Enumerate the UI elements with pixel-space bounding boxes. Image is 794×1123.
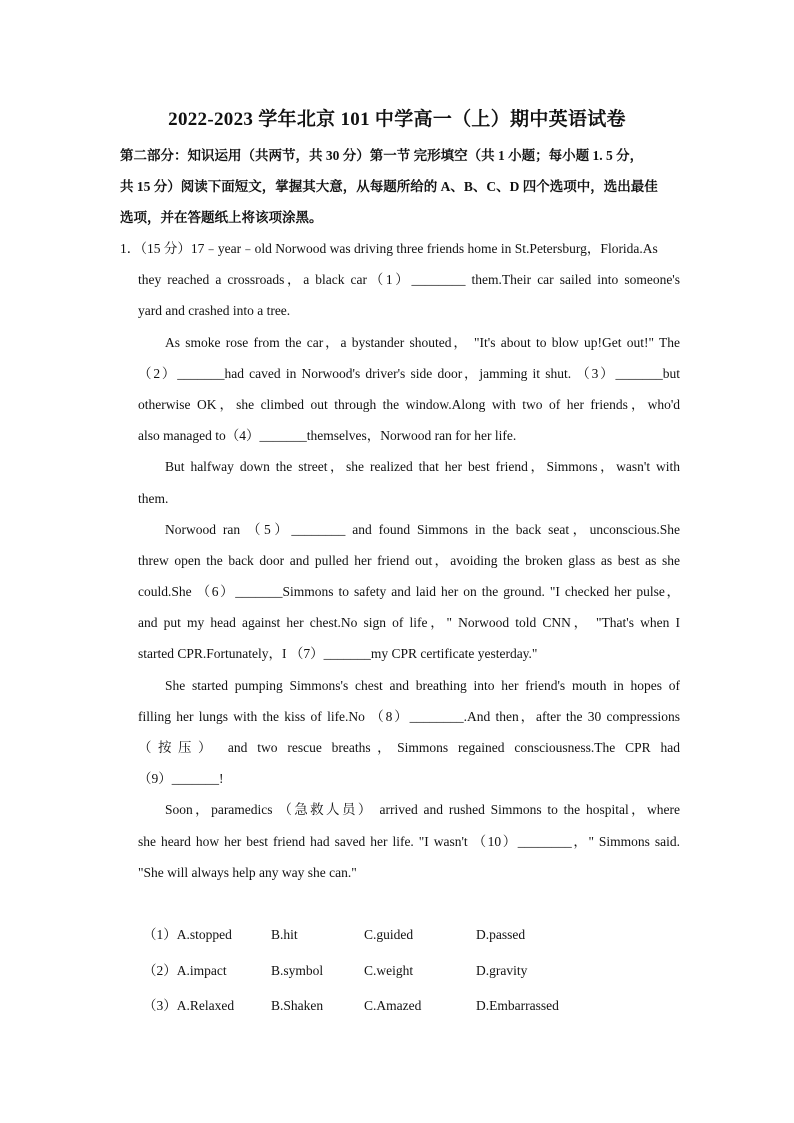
passage-line: Norwood ran （5）________ and found Simmons in the back seat，unconscious.She: [165, 521, 680, 537]
instruction-line: 选项，并在答题纸上将该项涂黑。: [120, 210, 323, 225]
option-d: D.gravity: [476, 962, 528, 978]
option-a: （3）A.Relaxed: [143, 998, 235, 1013]
option-c: C.guided: [364, 927, 414, 942]
passage-line: "She will always help any way she can.": [138, 864, 357, 880]
section-instructions: [120, 140, 680, 233]
passage-line: them.: [138, 490, 169, 506]
option-b: B.Shaken: [271, 998, 324, 1013]
option-row: [143, 920, 623, 956]
passage-line: started CPR.Fortunately，I （7）_______my CPR certificate yesterday.": [138, 646, 538, 662]
instruction-line: 共 15 分）阅读下面短文，掌握其大意，从每题所给的 A、B、C、D 四个选项中，选出最佳: [120, 179, 658, 194]
passage-line: and put my head against her chest.No sign of life，" Norwood told CNN， "That's when I: [138, 615, 680, 631]
option-row: [143, 991, 623, 1027]
page-title: 2022-2023 学年北京 101 中学高一（上）期中英语试卷: [168, 109, 626, 130]
option-d: D.Embarrassed: [476, 998, 559, 1013]
option-b: B.hit: [271, 927, 298, 942]
question-header-line: 1．（15 分）17﹣year﹣old Norwood was driving three friends home in St.Petersburg，Florida.As: [120, 241, 658, 256]
passage-line: yard and crashed into a tree.: [138, 303, 291, 319]
option-d: D.passed: [476, 927, 526, 942]
answer-options: [143, 920, 623, 1027]
option-c: C.Amazed: [364, 998, 422, 1013]
option-b: B.symbol: [271, 962, 324, 978]
passage-line: But halfway down the street，she realized that her best friend，Simmons，wasn't with: [165, 459, 680, 475]
option-c: C.weight: [364, 962, 414, 978]
passage-line: also managed to（4）_______themselves，Norwood ran for her life.: [138, 428, 517, 444]
passage-line: could.She （6）_______Simmons to safety and laid her on the ground. "I checked her pulse，: [138, 584, 680, 600]
cloze-passage: [120, 233, 680, 888]
passage-line: As smoke rose from the car，a bystander shouted， "It's about to blow up!Get out!" The: [165, 334, 680, 350]
passage-line: She started pumping Simmons's chest and breathing into her friend's mouth in hopes of: [165, 677, 680, 693]
option-row: [143, 956, 623, 992]
option-a: （1）A.stopped: [143, 927, 232, 942]
passage-line: they reached a crossroads，a black car（1）________ them.Their car sailed into someone's: [138, 272, 680, 288]
passage-line: （9）_______!: [138, 771, 224, 787]
passage-line: （按压） and two rescue breaths，Simmons regained consciousness.The CPR had: [138, 740, 680, 755]
passage-line: otherwise OK，she climbed out through the window.Along with two of her friends，who'd: [138, 396, 680, 412]
instruction-line: 第二部分：知识运用（共两节，共 30 分）第一节 完形填空（共 1 小题；每小题 1. 5 分，: [120, 148, 644, 163]
passage-line: （2）_______had caved in Norwood's driver's side door，jamming it shut. （3）_______but: [138, 365, 680, 381]
passage-line: threw open the back door and pulled her friend out，avoiding the broken glass as best as she: [138, 552, 680, 568]
passage-line: filling her lungs with the kiss of life.No （8）________.And then，after the 30 compressions: [138, 708, 680, 724]
passage-line: she heard how her best friend had saved her life. "I wasn't （10）________，" Simmons said.: [138, 833, 680, 849]
option-a: （2）A.impact: [143, 962, 227, 978]
passage-line: Soon，paramedics （急救人员） arrived and rushed Simmons to the hospital，where: [165, 802, 680, 818]
